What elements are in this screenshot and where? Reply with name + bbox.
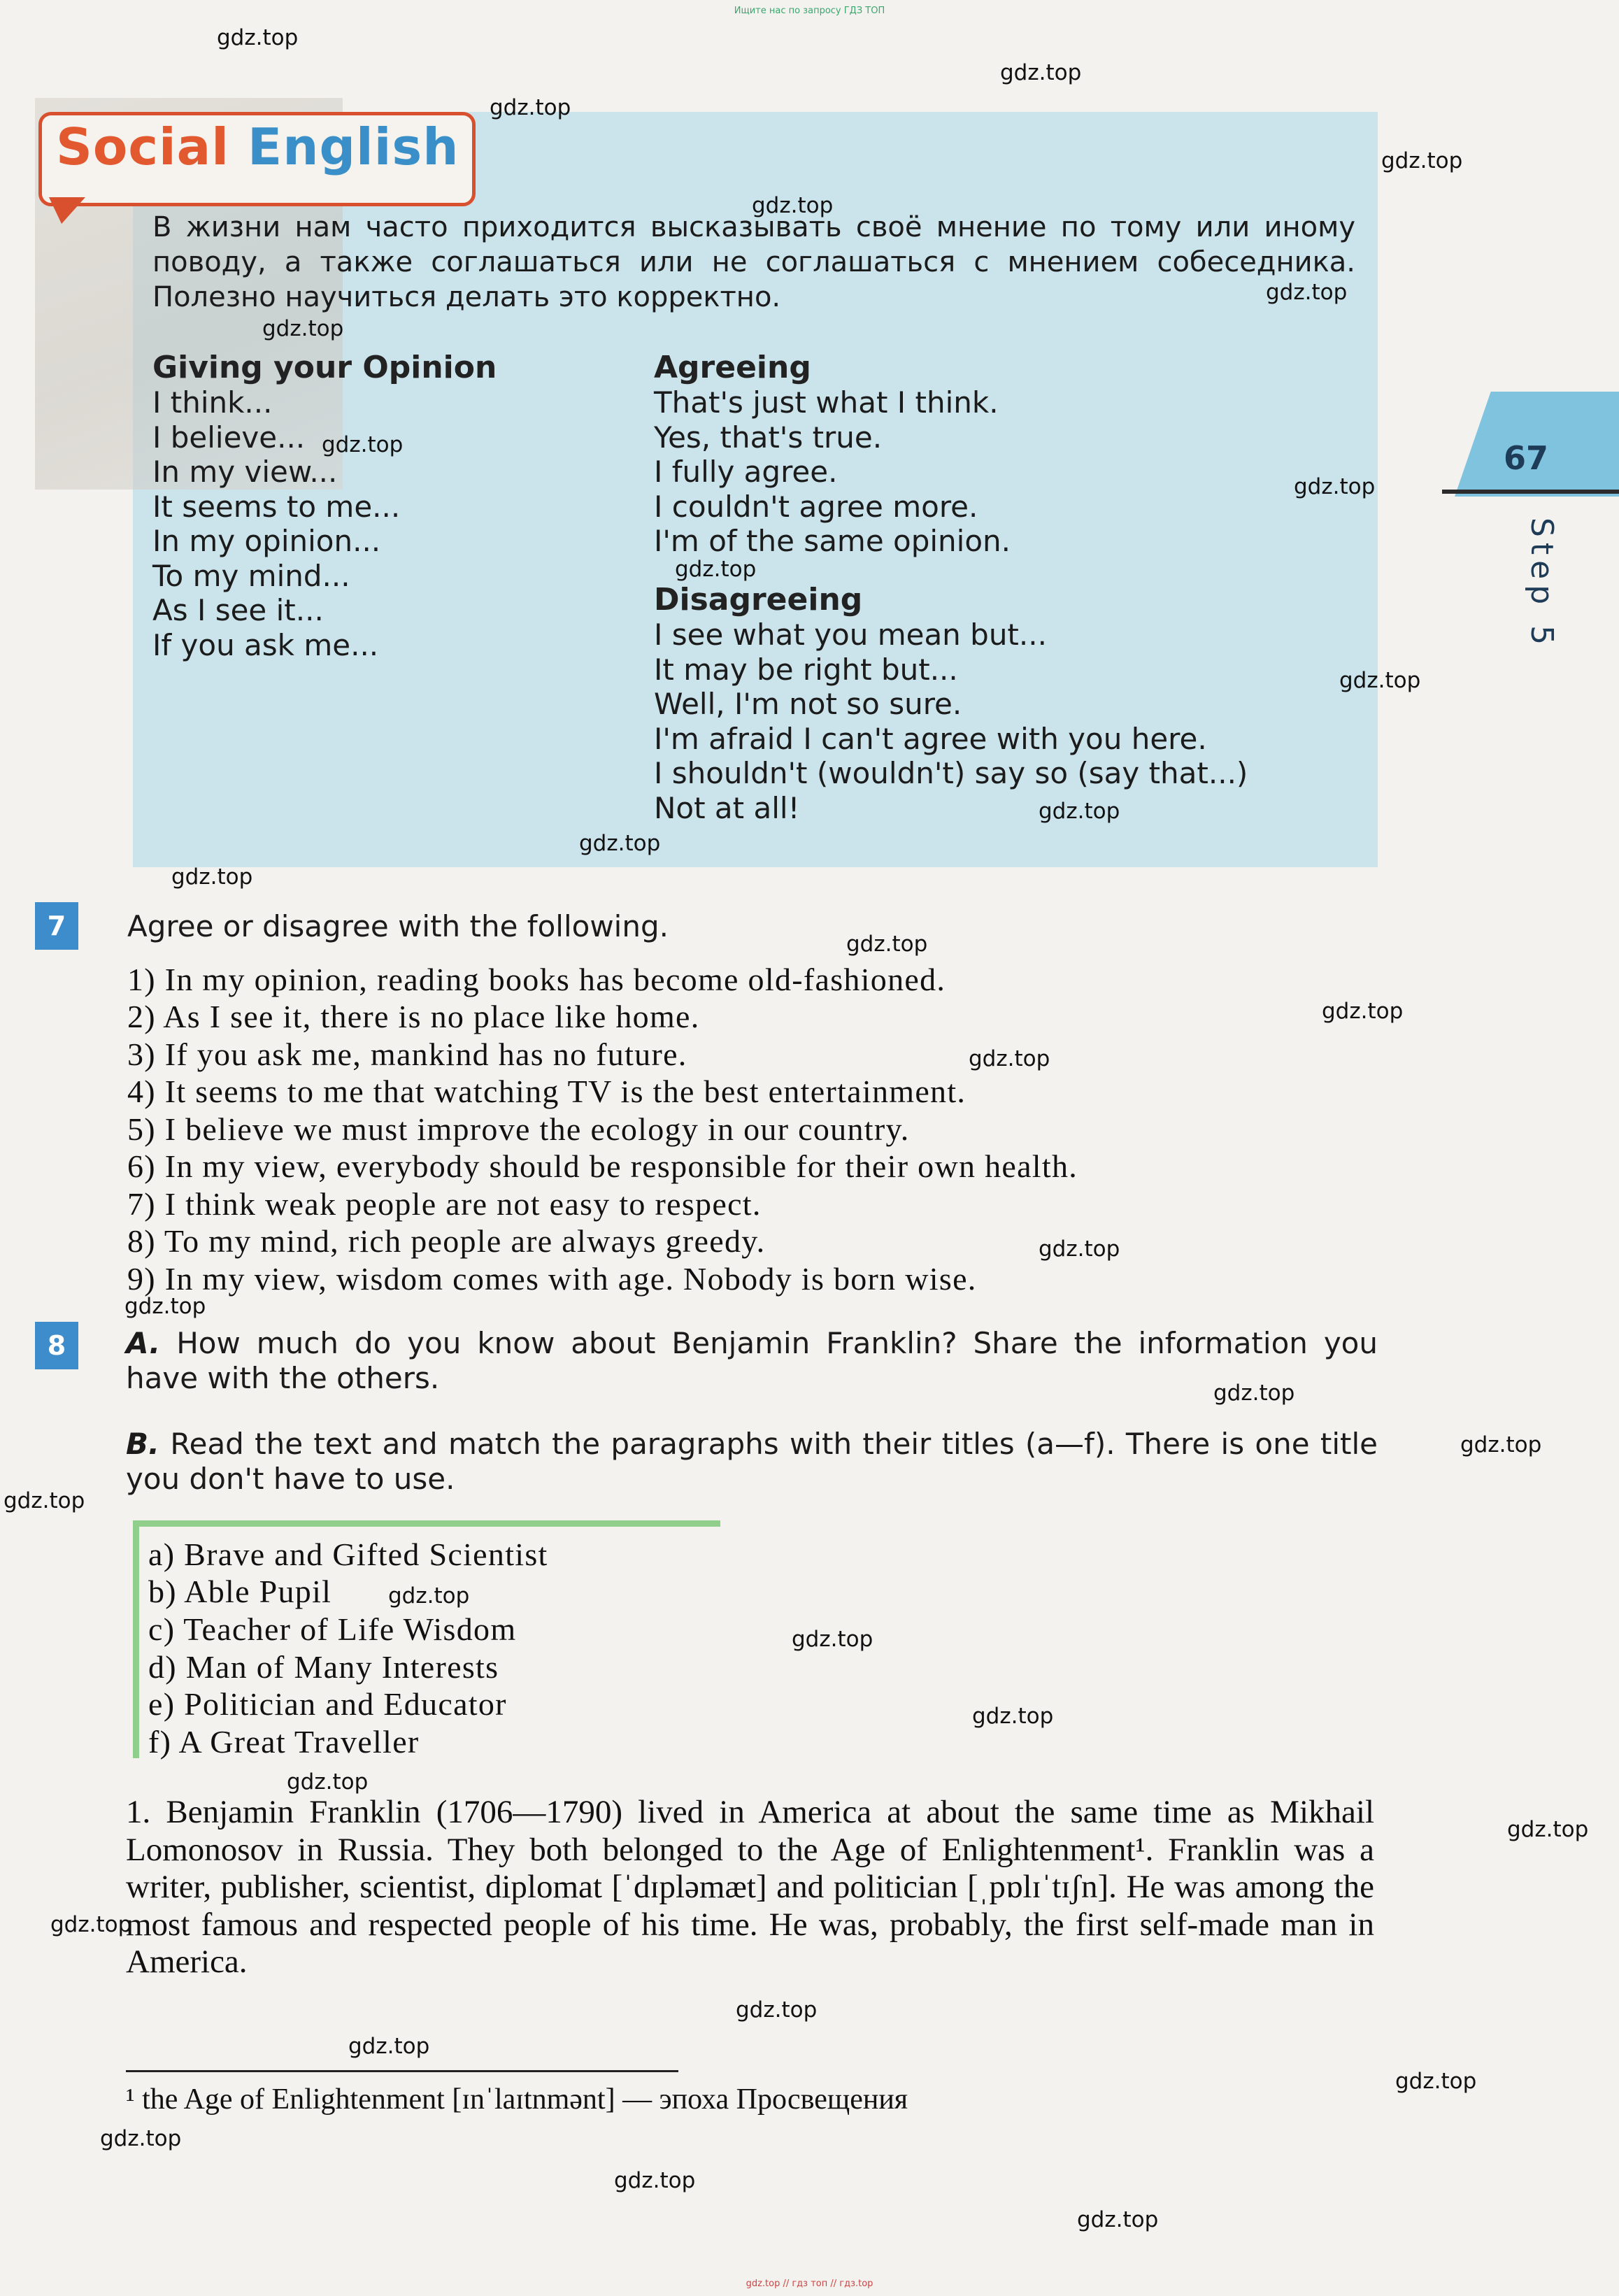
watermark: gdz.top [1039,1236,1120,1262]
watermark: gdz.top [262,316,344,341]
exercise-7-task: Agree or disagree with the following. [127,909,669,943]
page-tab-rule [1442,490,1619,494]
logo-title [56,117,459,176]
watermark: gdz.top [969,1046,1050,1071]
disagreeing-phrase: It may be right but... [654,652,958,687]
watermark: gdz.top [1395,2069,1477,2094]
title-option: f) A Great Traveller [148,1724,420,1760]
step-label: Step 5 [1524,518,1560,651]
logo-word-social: Social [56,117,229,176]
title-option: b) Able Pupil [148,1574,332,1609]
title-option: a) Brave and Gifted Scientist [148,1536,548,1572]
watermark: gdz.top [1322,999,1404,1024]
watermark: gdz.top [792,1627,873,1652]
watermark: gdz.top [614,2168,696,2193]
opinion-phrase: If you ask me... [152,627,379,662]
watermark: gdz.top [1507,1817,1589,1842]
agreeing-phrase: I fully agree. [654,455,838,489]
exercise-7-item: 8) To my mind, rich people are always greedy. [127,1223,766,1259]
agreeing-heading: Agreeing [654,350,811,385]
watermark: gdz.top [1266,280,1348,305]
footer-note: gdz.top // гдз топ // гдз.top [746,2279,873,2289]
disagreeing-phrase: Well, I'm not so sure. [654,687,962,721]
opinion-phrase: In my opinion... [152,524,381,558]
watermark: gdz.top [124,1294,206,1319]
part-a-text: How much do you know about Benjamin Franklin? Share the information you have with the others. [126,1326,1378,1395]
exercise-8-part-a [126,1326,1378,1396]
agreeing-phrase: I'm of the same opinion. [654,524,1011,558]
exercise-7-item: 5) I believe we must improve the ecology in our country. [127,1111,910,1147]
watermark: gdz.top [171,864,253,890]
opinion-phrase: As I see it... [152,593,324,627]
part-b-text: Read the text and match the paragraphs with their titles (a—f). There is one title you don't have to use. [126,1427,1378,1496]
watermark: gdz.top [287,1769,369,1795]
titles-box-left-border [133,1520,139,1758]
header-note: Ищите нас по запросу ГДЗ ТОП [734,6,885,16]
watermark: gdz.top [675,557,757,582]
exercise-8-number: 8 [35,1322,78,1369]
disagreeing-phrase: I'm afraid I can't agree with you here. [654,721,1207,756]
intro-text: В жизни нам часто приходится высказывать своё мнение по тому или иному поводу, а также соглашаться или не соглашаться с мнением собеседника. Полезно научиться делать это корректно. [152,211,1355,313]
opinion-column [152,350,497,662]
title-option: c) Teacher of Life Wisdom [148,1611,517,1647]
exercise-7-item: 7) I think weak people are not easy to respect. [127,1186,762,1222]
exercise-7-item: 3) If you ask me, mankind has no future. [127,1036,687,1072]
watermark: gdz.top [490,95,571,120]
watermark: gdz.top [388,1583,470,1609]
title-option: e) Politician and Educator [148,1686,507,1722]
footnote: ¹ the Age of Enlightenment [ɪnˈlaɪtnmənt] — эпоха Просвещения [126,2083,908,2116]
opinion-phrase: It seems to me... [152,489,401,524]
disagreeing-phrase: I see what you mean but... [654,618,1047,652]
opinion-heading: Giving your Opinion [152,350,497,385]
logo-word-english: English [248,117,459,176]
agreeing-column [654,350,1011,559]
page-number: 67 [1504,439,1549,477]
opinion-phrase: I think... [152,385,273,420]
franklin-paragraph-1: 1. Benjamin Franklin (1706—1790) lived in America at about the same time as Mikhail Lomonosov in Russia. They both belonged to the Age of Enlightenment¹. Franklin was a writer, publisher, scientist, diplomat [ˈdɪpləmæt] and politician [ˌpɒlɪˈtɪʃn]. He was among the most famous and respected people of his time. He was, probably, the first self-made man in America. [126,1794,1374,1980]
watermark: gdz.top [1213,1381,1295,1406]
disagreeing-column [654,582,1248,825]
exercise-7-number: 7 [35,902,78,950]
opinion-phrase: I believe... [152,420,306,455]
watermark: gdz.top [1000,60,1082,85]
exercise-8-part-b [126,1427,1378,1497]
disagreeing-heading: Disagreeing [654,582,863,618]
watermark: gdz.top [322,432,404,457]
watermark: gdz.top [1039,799,1120,824]
watermark: gdz.top [1381,148,1463,173]
watermark: gdz.top [752,193,834,218]
exercise-7-item: 9) In my view, wisdom comes with age. Nobody is born wise. [127,1261,977,1297]
agreeing-phrase: Yes, that's true. [654,420,883,455]
watermark: gdz.top [100,2126,182,2151]
watermark: gdz.top [1460,1432,1542,1457]
disagreeing-phrase: Not at all! [654,790,800,825]
watermark: gdz.top [217,25,299,50]
agreeing-phrase: That's just what I think. [654,385,999,420]
exercise-7-item: 1) In my opinion, reading books has become old-fashioned. [127,962,946,997]
exercise-7-item: 2) As I see it, there is no place like home. [127,999,700,1034]
part-b-label: B. [126,1427,159,1461]
watermark: gdz.top [972,1704,1054,1729]
watermark: gdz.top [1339,668,1421,693]
watermark: gdz.top [50,1912,132,1937]
exercise-7-item: 6) In my view, everybody should be responsible for their own health. [127,1148,1078,1184]
watermark: gdz.top [579,831,661,856]
speech-bubble-tail [49,197,85,224]
exercise-7-item: 4) It seems to me that watching TV is the best entertainment. [127,1074,967,1109]
title-option: d) Man of Many Interests [148,1649,499,1685]
opinion-phrase: To my mind... [152,558,350,593]
titles-box-top-border [133,1520,720,1527]
disagreeing-phrase: I shouldn't (wouldn't) say so (say that...) [654,756,1248,790]
watermark: gdz.top [846,932,928,957]
watermark: gdz.top [736,1997,818,2023]
watermark: gdz.top [3,1488,85,1513]
watermark: gdz.top [1077,2207,1159,2232]
agreeing-phrase: I couldn't agree more. [654,489,978,524]
watermark: gdz.top [348,2034,430,2059]
footnote-rule [126,2070,678,2072]
watermark: gdz.top [1294,474,1376,499]
opinion-phrase: In my view... [152,455,338,489]
part-a-label: A. [126,1326,161,1360]
